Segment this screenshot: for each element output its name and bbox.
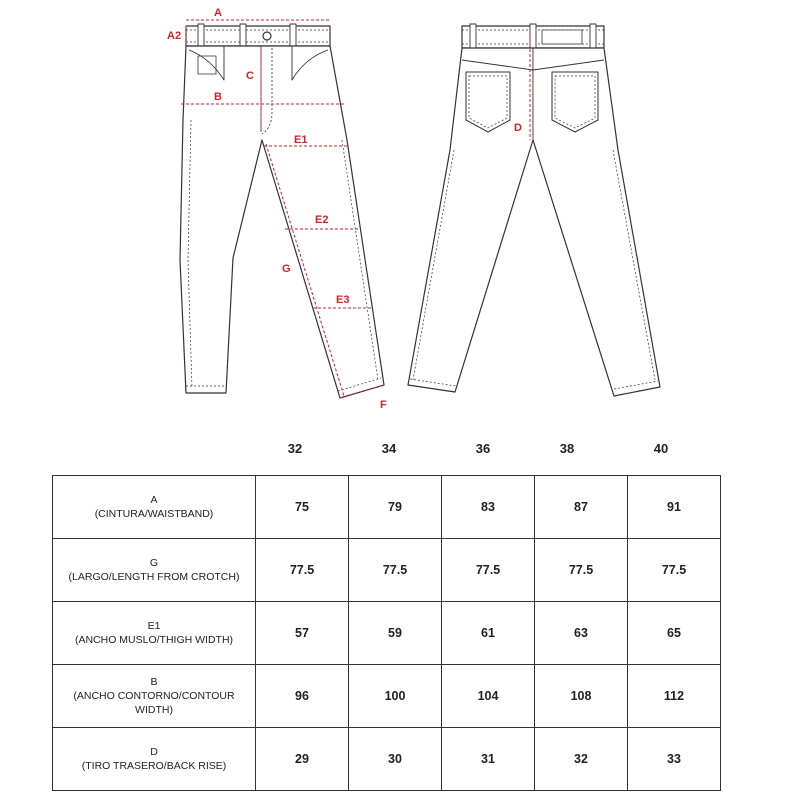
table-cell: 100 (349, 665, 442, 728)
table-cell: 77.5 (628, 539, 721, 602)
table-cell: 29 (256, 728, 349, 791)
size-header: 36 (475, 441, 491, 456)
measure-description: (LARGO/LENGTH FROM CROTCH) (68, 571, 240, 583)
measure-description: (ANCHO CONTORNO/CONTOUR (73, 690, 235, 702)
table-cell: 75 (256, 476, 349, 539)
back-view (408, 24, 660, 396)
back-pocket-left (466, 72, 510, 132)
size-header: 32 (287, 441, 303, 456)
label-f: F (380, 399, 387, 411)
back-legs-outline (408, 48, 660, 396)
table-cell: 83 (442, 476, 535, 539)
table-cell: 108 (535, 665, 628, 728)
table-cell: 91 (628, 476, 721, 539)
measure-code: B (150, 676, 158, 688)
size-header-row (0, 441, 800, 461)
table-row (53, 476, 721, 539)
label-a: A (214, 7, 222, 19)
measure-code: D (150, 746, 158, 758)
label-d: D (514, 122, 522, 134)
table-cell: 31 (442, 728, 535, 791)
label-e2: E2 (315, 214, 329, 226)
size-header: 40 (653, 441, 669, 456)
measure-code: E1 (147, 620, 161, 632)
label-g: G (282, 263, 291, 275)
table-cell: 65 (628, 602, 721, 665)
label-c: C (246, 70, 254, 82)
table-row (53, 665, 721, 728)
measure-description-cont: WIDTH) (135, 704, 173, 716)
table-cell: 30 (349, 728, 442, 791)
table-cell: 79 (349, 476, 442, 539)
table-cell: 33 (628, 728, 721, 791)
table-row (53, 728, 721, 791)
table-row (53, 602, 721, 665)
table-cell: 77.5 (442, 539, 535, 602)
size-header: 34 (381, 441, 397, 456)
label-b: B (214, 91, 222, 103)
table-cell: 112 (628, 665, 721, 728)
table-cell: 63 (535, 602, 628, 665)
table-cell: 104 (442, 665, 535, 728)
front-waistband (186, 26, 330, 46)
back-pocket-right (552, 72, 598, 132)
row-label (53, 476, 256, 539)
table-cell: 32 (535, 728, 628, 791)
label-e1: E1 (294, 134, 308, 146)
measure-code: G (149, 557, 159, 569)
row-label (53, 602, 256, 665)
table-cell: 59 (349, 602, 442, 665)
row-label (53, 665, 256, 728)
measure-description: (CINTURA/WAISTBAND) (94, 508, 214, 520)
table-row (53, 539, 721, 602)
measure-code: A (150, 494, 158, 506)
row-label (53, 539, 256, 602)
button-icon (263, 32, 271, 40)
front-view (180, 24, 384, 398)
measure-description: (TIRO TRASERO/BACK RISE) (81, 760, 227, 772)
table-cell: 57 (256, 602, 349, 665)
table-cell: 77.5 (256, 539, 349, 602)
label-a2: A2 (167, 30, 182, 42)
size-header: 38 (559, 441, 575, 456)
measure-description: (ANCHO MUSLO/THIGH WIDTH) (74, 634, 234, 646)
size-chart-table (52, 475, 721, 791)
front-legs-outline (180, 46, 384, 398)
table-cell: 96 (256, 665, 349, 728)
table-cell: 77.5 (349, 539, 442, 602)
table-cell: 61 (442, 602, 535, 665)
row-label (53, 728, 256, 791)
table-cell: 87 (535, 476, 628, 539)
table-cell: 77.5 (535, 539, 628, 602)
label-e3: E3 (336, 294, 350, 306)
